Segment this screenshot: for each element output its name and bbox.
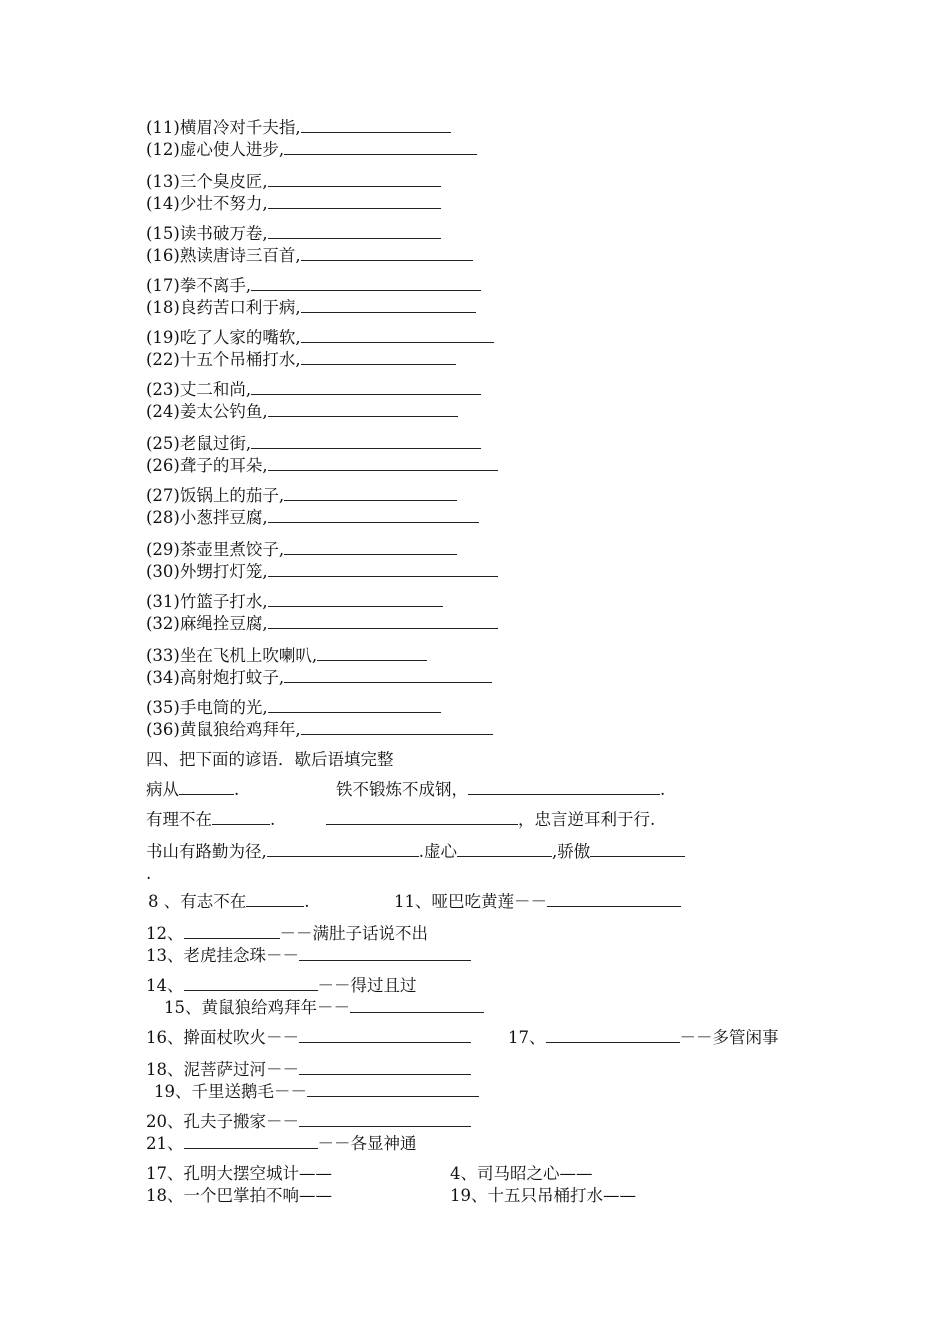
answer-blank[interactable] [301,298,476,313]
answer-blank[interactable] [268,224,441,239]
answer-blank[interactable] [299,1060,471,1075]
answer-blank[interactable] [268,698,441,713]
question-16 [146,1028,471,1048]
answer-blank[interactable] [268,456,498,471]
prompt-text: .虚心 [418,842,457,861]
prompt-text: ,骄傲 [552,842,591,861]
punct: . [270,810,276,829]
punct: . [146,864,152,883]
idiom-line [146,592,443,612]
idiom-line [146,328,494,348]
prompt-text: (13)三个臭皮匠, [146,172,268,191]
prompt-text: 17、孔明大摆空城计—— [146,1164,332,1183]
answer-blank[interactable] [301,246,473,261]
proverb-line-1b [336,780,665,800]
idiom-line [146,698,441,718]
prompt-text: (35)手电筒的光, [146,698,268,717]
prompt-text: (12)虚心使人进步, [146,140,285,159]
prompt-text: 病从 [146,780,179,799]
answer-blank[interactable] [184,976,318,991]
punct: . [234,780,240,799]
prompt-text: (27)饭锅上的茄子, [146,486,285,505]
answer-blank[interactable] [317,646,427,661]
prompt-text: (26)聋子的耳朵, [146,456,268,475]
answer-blank[interactable] [184,1134,318,1149]
prompt-text: (17)拳不离手, [146,276,252,295]
question-12 [146,924,428,944]
prompt-text: 18、一个巴掌拍不响—— [146,1186,332,1205]
idiom-line [146,350,456,370]
prompt-text: 17、 [508,1028,546,1047]
answer-blank[interactable] [268,508,479,523]
prompt-text: －－多管闲事 [679,1028,779,1047]
answer-blank[interactable] [268,402,458,417]
prompt-text: 11、哑巴吃黄莲－－ [394,892,547,911]
prompt-text: 13、老虎挂念珠－－ [146,946,299,965]
answer-blank[interactable] [284,140,477,155]
idiom-line [146,720,493,740]
riddle-19 [450,1186,636,1206]
prompt-text: 4、司马昭之心—— [450,1164,593,1183]
answer-blank[interactable] [268,172,441,187]
idiom-line [146,456,498,476]
answer-blank[interactable] [326,810,518,825]
question-18a [146,1060,471,1080]
idiom-line [146,402,458,422]
prompt-text: (25)老鼠过街, [146,434,252,453]
prompt-text: 19、千里送鹅毛－－ [154,1082,307,1101]
idiom-line [146,540,457,560]
answer-blank[interactable] [251,276,481,291]
answer-blank[interactable] [301,350,456,365]
answer-blank[interactable] [468,780,660,795]
prompt-text: 8 、有志不在 [148,892,247,911]
question-15 [164,998,484,1018]
answer-blank[interactable] [268,562,498,577]
prompt-text: 铁不锻炼不成钢， [336,780,468,799]
prompt-text: (19)吃了人家的嘴软, [146,328,301,347]
answer-blank[interactable] [546,1028,680,1043]
prompt-text: (36)黄鼠狼给鸡拜年, [146,720,301,739]
prompt-text: 19、十五只吊桶打水—— [450,1186,636,1205]
answer-blank[interactable] [251,380,481,395]
riddle-4 [450,1164,593,1184]
stray-dot [146,864,151,884]
answer-blank[interactable] [301,118,451,133]
prompt-text: －－各显神通 [317,1134,417,1153]
prompt-text: (18)良药苦口利于病, [146,298,301,317]
question-8 [148,892,310,912]
prompt-text: (30)外甥打灯笼, [146,562,268,581]
answer-blank[interactable] [284,540,457,555]
answer-blank[interactable] [268,194,441,209]
answer-blank[interactable] [547,892,681,907]
idiom-line [146,172,441,192]
prompt-text: 14、 [146,976,184,995]
answer-blank[interactable] [299,1112,471,1127]
idiom-line [146,224,441,244]
heading-text: 四、把下面的谚语．歇后语填完整 [146,750,394,769]
idiom-line [146,194,441,214]
answer-blank[interactable] [184,924,280,939]
answer-blank[interactable] [268,614,498,629]
prompt-text: －－满肚子话说不出 [279,924,428,943]
prompt-text: (32)麻绳拴豆腐, [146,614,268,633]
prompt-text: (29)茶壶里煮饺子, [146,540,285,559]
prompt-text: 18、泥菩萨过河－－ [146,1060,299,1079]
idiom-line [146,486,457,506]
question-11 [394,892,681,912]
question-13 [146,946,471,966]
answer-blank[interactable] [284,486,457,501]
answer-blank[interactable] [299,946,471,961]
idiom-line [146,380,481,400]
prompt-text: 16、擀面杖吹火－－ [146,1028,299,1047]
prompt-text: (23)丈二和尚, [146,380,252,399]
prompt-text: (31)竹篮子打水, [146,592,268,611]
section-heading [146,750,394,770]
prompt-text: (33)坐在飞机上吹喇叭, [146,646,318,665]
prompt-text: (24)姜太公钓鱼, [146,402,268,421]
answer-blank[interactable] [267,842,419,857]
punct: . [660,780,666,799]
riddle-18 [146,1186,332,1206]
prompt-text: －－得过且过 [317,976,417,995]
proverb-line-2a [146,810,275,830]
idiom-line [146,140,477,160]
idiom-line [146,276,481,296]
answer-blank[interactable] [246,892,304,907]
answer-blank[interactable] [299,1028,471,1043]
answer-blank[interactable] [268,592,443,607]
prompt-text: (15)读书破万卷, [146,224,268,243]
answer-blank[interactable] [307,1082,479,1097]
answer-blank[interactable] [301,720,493,735]
prompt-text: 12、 [146,924,184,943]
idiom-line [146,246,473,266]
idiom-line [146,668,492,688]
prompt-text: 15、黄鼠狼给鸡拜年－－ [164,998,350,1017]
question-14 [146,976,417,996]
prompt-text: (28)小葱拌豆腐, [146,508,268,527]
question-17a [508,1028,779,1048]
prompt-text: (34)高射炮打蚊子, [146,668,285,687]
prompt-text: 书山有路勤为径, [146,842,267,861]
idiom-line [146,646,427,666]
idiom-line [146,508,479,528]
question-20 [146,1112,471,1132]
question-21 [146,1134,417,1154]
prompt-text: ，忠言逆耳利于行. [518,810,656,829]
idiom-line [146,434,481,454]
answer-blank[interactable] [350,998,484,1013]
prompt-text: 20、孔夫子搬家－－ [146,1112,299,1131]
prompt-text: (14)少壮不努力, [146,194,268,213]
idiom-line [146,298,476,318]
riddle-17 [146,1164,332,1184]
prompt-text: (22)十五个吊桶打水, [146,350,301,369]
prompt-text: (16)熟读唐诗三百首, [146,246,301,265]
idiom-line [146,614,498,634]
answer-blank[interactable] [284,668,492,683]
answer-blank[interactable] [457,842,552,857]
proverb-line-3 [146,842,685,862]
answer-blank[interactable] [212,810,270,825]
idiom-line [146,562,498,582]
prompt-text: (11)横眉冷对千夫指, [146,118,301,137]
question-19a [154,1082,479,1102]
answer-blank[interactable] [301,328,494,343]
prompt-text: 有理不在 [146,810,212,829]
answer-blank[interactable] [590,842,685,857]
prompt-text: 21、 [146,1134,184,1153]
answer-blank[interactable] [179,780,234,795]
proverb-line-1a [146,780,239,800]
idiom-line [146,118,451,138]
answer-blank[interactable] [251,434,481,449]
punct: . [304,892,310,911]
proverb-line-2b [326,810,655,830]
